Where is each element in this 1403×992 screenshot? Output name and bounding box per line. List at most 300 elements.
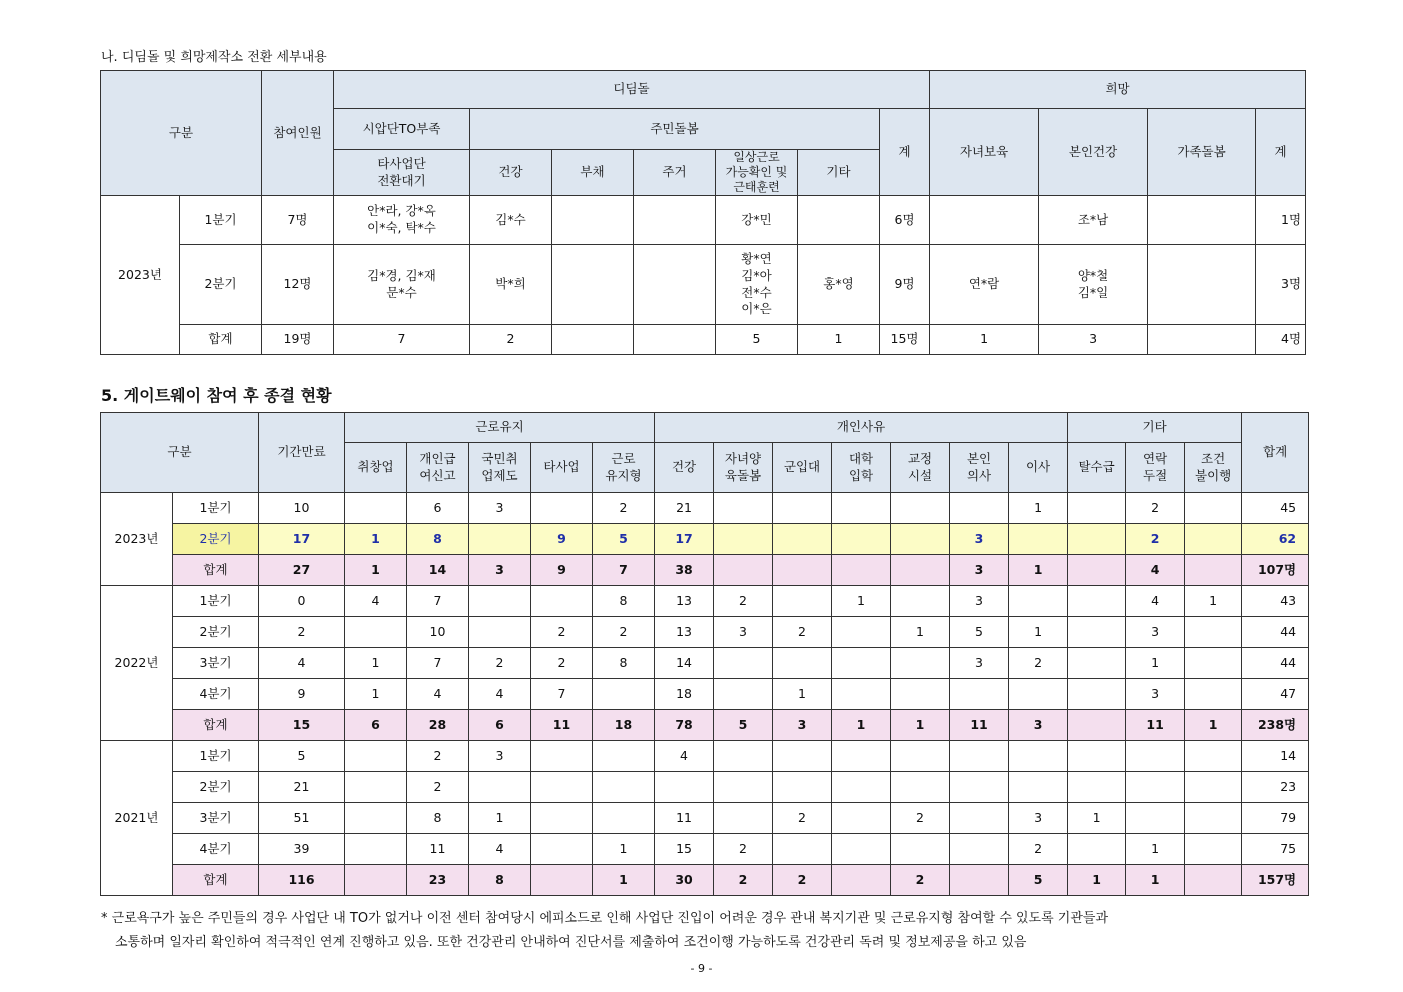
cell-line: 김*경, 김*재 bbox=[367, 267, 436, 283]
data-cell: 1 bbox=[1068, 865, 1126, 896]
data-cell: 3 bbox=[469, 555, 531, 586]
header-work-keep: 근로유지 bbox=[345, 413, 655, 443]
data-cell: 18 bbox=[593, 710, 655, 741]
row-label: 2분기 bbox=[173, 524, 259, 555]
data-cell: 8 bbox=[469, 865, 531, 896]
data-cell bbox=[593, 741, 655, 772]
subheader-cell bbox=[345, 443, 407, 493]
data-cell bbox=[1185, 555, 1242, 586]
data-cell: 6 bbox=[407, 493, 469, 524]
header-expire: 기간만료 bbox=[259, 413, 345, 493]
data-cell: 44 bbox=[1242, 617, 1309, 648]
data-cell: 1 bbox=[1068, 803, 1126, 834]
header-hope: 희망 bbox=[930, 71, 1306, 109]
data-cell: 2 bbox=[773, 617, 832, 648]
data-cell: 2 bbox=[1009, 648, 1068, 679]
header-line: 타사업단 bbox=[377, 155, 426, 171]
subheader-cell bbox=[1068, 443, 1126, 493]
year-cell: 2023년 bbox=[101, 196, 180, 355]
data-cell bbox=[832, 772, 891, 803]
subheader-cell bbox=[1009, 443, 1068, 493]
data-cell: 21 bbox=[655, 493, 714, 524]
health-cell: 박*희 bbox=[470, 245, 552, 325]
data-cell: 1 bbox=[832, 710, 891, 741]
data-cell bbox=[1068, 524, 1126, 555]
row-label: 4분기 bbox=[173, 834, 259, 865]
data-cell bbox=[950, 803, 1009, 834]
header-sum: 합계 bbox=[1242, 413, 1309, 493]
table-row bbox=[101, 586, 1309, 617]
header-line: 자녀양 bbox=[724, 450, 762, 466]
transfer-cell bbox=[334, 196, 470, 245]
data-cell: 51 bbox=[259, 803, 345, 834]
table-row bbox=[101, 772, 1309, 803]
data-cell bbox=[1126, 772, 1185, 803]
subheader-cell bbox=[593, 443, 655, 493]
table-row bbox=[101, 741, 1309, 772]
data-cell: 11 bbox=[1126, 710, 1185, 741]
data-cell bbox=[1009, 741, 1068, 772]
data-cell bbox=[950, 493, 1009, 524]
data-cell bbox=[832, 617, 891, 648]
data-cell: 17 bbox=[259, 524, 345, 555]
data-cell bbox=[469, 772, 531, 803]
data-cell: 5 bbox=[1009, 865, 1068, 896]
header-resident-care: 주민돌봄 bbox=[470, 109, 880, 150]
cell-line: 7 bbox=[397, 331, 406, 347]
table-row bbox=[101, 648, 1309, 679]
subheader-cell bbox=[714, 443, 773, 493]
subheader-cell bbox=[1185, 443, 1242, 493]
data-cell: 4 bbox=[1126, 555, 1185, 586]
data-cell: 3 bbox=[950, 648, 1009, 679]
childcare-cell: 연*람 bbox=[930, 245, 1039, 325]
data-cell: 2 bbox=[1126, 493, 1185, 524]
header-to-shortage: 시압단TO부족 bbox=[334, 109, 470, 150]
data-cell: 1 bbox=[773, 679, 832, 710]
data-cell: 3 bbox=[714, 617, 773, 648]
header-childcare: 자녀보육 bbox=[930, 109, 1039, 196]
header-line: 시설 bbox=[907, 467, 933, 483]
data-cell bbox=[469, 586, 531, 617]
data-cell: 2 bbox=[469, 648, 531, 679]
data-cell bbox=[531, 803, 593, 834]
data-cell: 78 bbox=[655, 710, 714, 741]
data-cell bbox=[1009, 586, 1068, 617]
housing-cell bbox=[634, 325, 716, 355]
row-label: 3분기 bbox=[173, 648, 259, 679]
cell-line: 김*아 bbox=[741, 267, 772, 283]
data-cell: 10 bbox=[407, 617, 469, 648]
data-cell bbox=[1068, 679, 1126, 710]
health-cell: 2 bbox=[470, 325, 552, 355]
gateway-closure-table bbox=[100, 412, 1309, 896]
data-cell bbox=[1009, 772, 1068, 803]
etc-cell: 1 bbox=[798, 325, 880, 355]
cell-line: 5 bbox=[752, 331, 761, 347]
data-cell: 3 bbox=[1126, 617, 1185, 648]
etc-cell bbox=[798, 196, 880, 245]
header-line: 근로 bbox=[611, 450, 636, 466]
own-health-cell bbox=[1039, 325, 1148, 355]
transfer-cell bbox=[334, 245, 470, 325]
row-label: 2분기 bbox=[180, 245, 262, 325]
header-line: 전환대기 bbox=[377, 172, 426, 188]
header-family-care: 가족돌봄 bbox=[1148, 109, 1256, 196]
subheader-cell bbox=[891, 443, 950, 493]
data-cell bbox=[714, 803, 773, 834]
header-line: 일상근로 bbox=[733, 150, 780, 164]
year-cell: 2023년 bbox=[101, 493, 173, 586]
data-cell: 2 bbox=[531, 648, 593, 679]
data-cell bbox=[469, 524, 531, 555]
header-line: 취창업 bbox=[357, 459, 394, 475]
table-row bbox=[101, 196, 1306, 245]
header-line: 타사업 bbox=[543, 459, 580, 475]
data-cell: 1 bbox=[1126, 865, 1185, 896]
data-cell bbox=[773, 648, 832, 679]
data-cell bbox=[950, 834, 1009, 865]
header-line: 업제도 bbox=[481, 467, 518, 483]
data-cell bbox=[891, 648, 950, 679]
table-row bbox=[101, 245, 1306, 325]
data-cell bbox=[1185, 617, 1242, 648]
header-line: 개인급 bbox=[419, 450, 456, 466]
data-cell bbox=[655, 772, 714, 803]
data-cell: 3 bbox=[773, 710, 832, 741]
hope-total-cell: 1명 bbox=[1256, 196, 1306, 245]
header-housing: 주거 bbox=[634, 150, 716, 196]
participants-cell: 7명 bbox=[262, 196, 334, 245]
data-cell bbox=[531, 834, 593, 865]
data-cell: 1 bbox=[1185, 586, 1242, 617]
cell-line: 문*수 bbox=[386, 284, 417, 300]
data-cell bbox=[1068, 555, 1126, 586]
data-cell: 14 bbox=[1242, 741, 1309, 772]
data-cell bbox=[891, 741, 950, 772]
data-cell bbox=[773, 586, 832, 617]
data-cell: 9 bbox=[531, 524, 593, 555]
data-cell bbox=[345, 865, 407, 896]
header-line: 연락 bbox=[1143, 450, 1168, 466]
data-cell: 23 bbox=[1242, 772, 1309, 803]
cell-line: 양*철 bbox=[1077, 267, 1109, 283]
data-cell bbox=[832, 493, 891, 524]
data-cell: 4 bbox=[407, 679, 469, 710]
cell-line: 김*일 bbox=[1077, 284, 1109, 300]
data-cell bbox=[593, 803, 655, 834]
data-cell: 2 bbox=[891, 865, 950, 896]
data-cell: 28 bbox=[407, 710, 469, 741]
subheader-cell bbox=[950, 443, 1009, 493]
childcare-cell: 1 bbox=[930, 325, 1039, 355]
data-cell: 4 bbox=[469, 834, 531, 865]
data-cell bbox=[1068, 834, 1126, 865]
data-cell: 5 bbox=[259, 741, 345, 772]
cell-line: 전*수 bbox=[741, 284, 772, 300]
data-cell: 1 bbox=[891, 710, 950, 741]
cell-line: 이*숙, 탁*수 bbox=[367, 220, 436, 235]
data-cell: 1 bbox=[345, 648, 407, 679]
row-label: 4분기 bbox=[173, 679, 259, 710]
row-label: 합계 bbox=[173, 710, 259, 741]
data-cell: 5 bbox=[714, 710, 773, 741]
data-cell bbox=[891, 524, 950, 555]
participants-cell: 12명 bbox=[262, 245, 334, 325]
cell-line: 3 bbox=[1089, 331, 1098, 347]
data-cell bbox=[345, 834, 407, 865]
data-cell bbox=[891, 679, 950, 710]
data-cell bbox=[1009, 679, 1068, 710]
header-line: 육돌봄 bbox=[724, 467, 762, 483]
data-cell bbox=[832, 555, 891, 586]
table-row bbox=[101, 493, 1309, 524]
subheader-cell bbox=[469, 443, 531, 493]
data-cell: 3 bbox=[1009, 803, 1068, 834]
header-line: 대학 bbox=[848, 450, 874, 466]
header-debt: 부채 bbox=[552, 150, 634, 196]
data-cell: 18 bbox=[655, 679, 714, 710]
data-cell: 1 bbox=[345, 524, 407, 555]
header-line: 불이행 bbox=[1195, 467, 1232, 483]
header-line: 건강 bbox=[671, 459, 697, 475]
data-cell: 15 bbox=[259, 710, 345, 741]
header-line: 유지형 bbox=[605, 467, 642, 483]
header-hope-total: 계 bbox=[1256, 109, 1306, 196]
row-label: 1분기 bbox=[180, 196, 262, 245]
data-cell: 2 bbox=[1009, 834, 1068, 865]
header-line: 이사 bbox=[1025, 459, 1051, 475]
data-cell: 3 bbox=[1126, 679, 1185, 710]
debt-cell bbox=[552, 325, 634, 355]
data-cell bbox=[891, 772, 950, 803]
daily-work-cell bbox=[716, 196, 798, 245]
data-cell bbox=[1068, 648, 1126, 679]
data-cell bbox=[1185, 679, 1242, 710]
table-row bbox=[101, 555, 1309, 586]
data-cell bbox=[345, 772, 407, 803]
debt-cell bbox=[552, 196, 634, 245]
data-cell: 4 bbox=[1126, 586, 1185, 617]
data-cell: 1 bbox=[1185, 710, 1242, 741]
header-line: 두절 bbox=[1143, 467, 1168, 483]
etc-cell: 홍*영 bbox=[798, 245, 880, 325]
data-cell bbox=[950, 865, 1009, 896]
own-health-cell bbox=[1039, 196, 1148, 245]
data-cell: 23 bbox=[407, 865, 469, 896]
data-cell: 157명 bbox=[1242, 865, 1309, 896]
data-cell bbox=[773, 741, 832, 772]
data-cell bbox=[1068, 493, 1126, 524]
header-personal: 개인사유 bbox=[655, 413, 1068, 443]
data-cell: 107명 bbox=[1242, 555, 1309, 586]
data-cell bbox=[714, 741, 773, 772]
didimdol-total-cell: 9명 bbox=[880, 245, 930, 325]
data-cell bbox=[1185, 772, 1242, 803]
daily-work-cell bbox=[716, 325, 798, 355]
data-cell: 8 bbox=[593, 648, 655, 679]
year-cell: 2022년 bbox=[101, 586, 173, 741]
data-cell: 38 bbox=[655, 555, 714, 586]
section-b-title: 5. 게이트웨이 참여 후 종결 현황 bbox=[101, 386, 332, 405]
data-cell bbox=[345, 803, 407, 834]
data-cell bbox=[1068, 586, 1126, 617]
data-cell: 1 bbox=[891, 617, 950, 648]
data-cell: 1 bbox=[1009, 617, 1068, 648]
subheader-cell bbox=[1126, 443, 1185, 493]
data-cell bbox=[469, 617, 531, 648]
row-label: 합계 bbox=[180, 325, 262, 355]
data-cell: 45 bbox=[1242, 493, 1309, 524]
family-care-cell bbox=[1148, 245, 1256, 325]
header-line: 교정 bbox=[907, 450, 933, 466]
data-cell: 2 bbox=[714, 834, 773, 865]
data-cell: 9 bbox=[531, 555, 593, 586]
data-cell bbox=[773, 555, 832, 586]
data-cell: 11 bbox=[950, 710, 1009, 741]
data-cell: 11 bbox=[655, 803, 714, 834]
data-cell bbox=[593, 772, 655, 803]
data-cell: 2 bbox=[593, 617, 655, 648]
data-cell: 3 bbox=[469, 493, 531, 524]
section-a-title: 나. 디딤돌 및 희망제작소 전환 세부내용 bbox=[101, 50, 327, 65]
data-cell: 2 bbox=[773, 803, 832, 834]
data-cell bbox=[773, 834, 832, 865]
header-daily-work bbox=[716, 150, 798, 196]
data-cell: 2 bbox=[259, 617, 345, 648]
data-cell bbox=[1185, 834, 1242, 865]
row-label: 1분기 bbox=[173, 493, 259, 524]
table-row bbox=[101, 803, 1309, 834]
data-cell bbox=[531, 772, 593, 803]
data-cell bbox=[1185, 648, 1242, 679]
table-row bbox=[101, 679, 1309, 710]
data-cell bbox=[1068, 617, 1126, 648]
data-cell: 4 bbox=[469, 679, 531, 710]
header-didimdol-total: 계 bbox=[880, 109, 930, 196]
data-cell bbox=[345, 741, 407, 772]
didimdol-total-cell: 15명 bbox=[880, 325, 930, 355]
header-line: 여신고 bbox=[419, 467, 456, 483]
data-cell: 39 bbox=[259, 834, 345, 865]
data-cell bbox=[531, 493, 593, 524]
data-cell: 44 bbox=[1242, 648, 1309, 679]
data-cell: 11 bbox=[407, 834, 469, 865]
footnote-line-2: 소통하며 일자리 확인하여 적극적인 연계 진행하고 있음. 또한 건강관리 안내하여 진단서를 제출하여 조건이행 가능하도록 건강관리 독려 및 정보제공을 하고 있음 bbox=[115, 935, 1027, 950]
data-cell: 79 bbox=[1242, 803, 1309, 834]
family-care-cell bbox=[1148, 196, 1256, 245]
data-cell: 2 bbox=[714, 586, 773, 617]
subheader-cell bbox=[655, 443, 714, 493]
cell-line: 강*민 bbox=[741, 211, 772, 227]
header-line: 국민취 bbox=[481, 450, 518, 466]
header-line: 의사 bbox=[966, 467, 992, 483]
page-number: - 9 - bbox=[690, 962, 713, 975]
data-cell: 1 bbox=[1009, 555, 1068, 586]
data-cell: 2 bbox=[714, 865, 773, 896]
data-cell: 2 bbox=[407, 772, 469, 803]
data-cell: 1 bbox=[1126, 834, 1185, 865]
data-cell bbox=[1185, 803, 1242, 834]
data-cell: 1 bbox=[1009, 493, 1068, 524]
data-cell: 2 bbox=[531, 617, 593, 648]
data-cell: 1 bbox=[345, 555, 407, 586]
data-cell: 2 bbox=[773, 865, 832, 896]
cell-line: 안*라, 강*옥 bbox=[367, 203, 436, 219]
data-cell bbox=[1126, 803, 1185, 834]
data-cell: 4 bbox=[259, 648, 345, 679]
row-label: 합계 bbox=[173, 865, 259, 896]
header-other: 기타 bbox=[1068, 413, 1242, 443]
data-cell bbox=[531, 865, 593, 896]
data-cell bbox=[773, 772, 832, 803]
data-cell bbox=[832, 524, 891, 555]
header-line: 군입대 bbox=[783, 459, 821, 475]
header-health: 건강 bbox=[470, 150, 552, 196]
header-line: 입학 bbox=[848, 467, 874, 483]
data-cell bbox=[1185, 741, 1242, 772]
data-cell bbox=[832, 741, 891, 772]
cell-line: 조*남 bbox=[1077, 211, 1109, 227]
data-cell: 1 bbox=[345, 679, 407, 710]
data-cell bbox=[714, 524, 773, 555]
data-cell: 62 bbox=[1242, 524, 1309, 555]
data-cell: 47 bbox=[1242, 679, 1309, 710]
data-cell: 0 bbox=[259, 586, 345, 617]
table-row bbox=[101, 834, 1309, 865]
data-cell bbox=[891, 834, 950, 865]
data-cell: 3 bbox=[950, 524, 1009, 555]
data-cell: 5 bbox=[593, 524, 655, 555]
data-cell: 1 bbox=[832, 586, 891, 617]
footnote-line-1: * 근로욕구가 높은 주민들의 경우 사업단 내 TO가 없거나 이전 센터 참여당시 에피소드로 인해 사업단 진입이 어려운 경우 관내 복지기관 및 근로유지형 참여할 수 있도록 기관들과 bbox=[101, 911, 1109, 926]
header-participants: 참여인원 bbox=[262, 71, 334, 196]
header-etc: 기타 bbox=[798, 150, 880, 196]
data-cell: 1 bbox=[593, 865, 655, 896]
table-row bbox=[101, 524, 1309, 555]
data-cell bbox=[531, 741, 593, 772]
data-cell bbox=[714, 493, 773, 524]
data-cell: 3 bbox=[469, 741, 531, 772]
header-line: 근태훈련 bbox=[733, 180, 780, 194]
data-cell bbox=[345, 617, 407, 648]
data-cell bbox=[891, 586, 950, 617]
row-label: 1분기 bbox=[173, 741, 259, 772]
data-cell: 27 bbox=[259, 555, 345, 586]
row-label: 2분기 bbox=[173, 772, 259, 803]
data-cell: 4 bbox=[655, 741, 714, 772]
header-line: 조건 bbox=[1201, 450, 1226, 466]
header-gubun: 구분 bbox=[101, 71, 262, 196]
transfer-detail-table bbox=[100, 70, 1306, 355]
data-cell: 13 bbox=[655, 617, 714, 648]
data-cell: 30 bbox=[655, 865, 714, 896]
data-cell bbox=[714, 772, 773, 803]
data-cell: 14 bbox=[655, 648, 714, 679]
data-cell: 2 bbox=[1126, 524, 1185, 555]
data-cell: 75 bbox=[1242, 834, 1309, 865]
data-cell bbox=[1068, 772, 1126, 803]
data-cell: 116 bbox=[259, 865, 345, 896]
data-cell: 4 bbox=[345, 586, 407, 617]
data-cell bbox=[950, 679, 1009, 710]
data-cell: 8 bbox=[407, 803, 469, 834]
header-transfer-wait bbox=[334, 150, 470, 196]
cell-line: 황*연 bbox=[741, 250, 772, 266]
data-cell: 17 bbox=[655, 524, 714, 555]
hope-total-cell: 4명 bbox=[1256, 325, 1306, 355]
data-cell: 6 bbox=[469, 710, 531, 741]
